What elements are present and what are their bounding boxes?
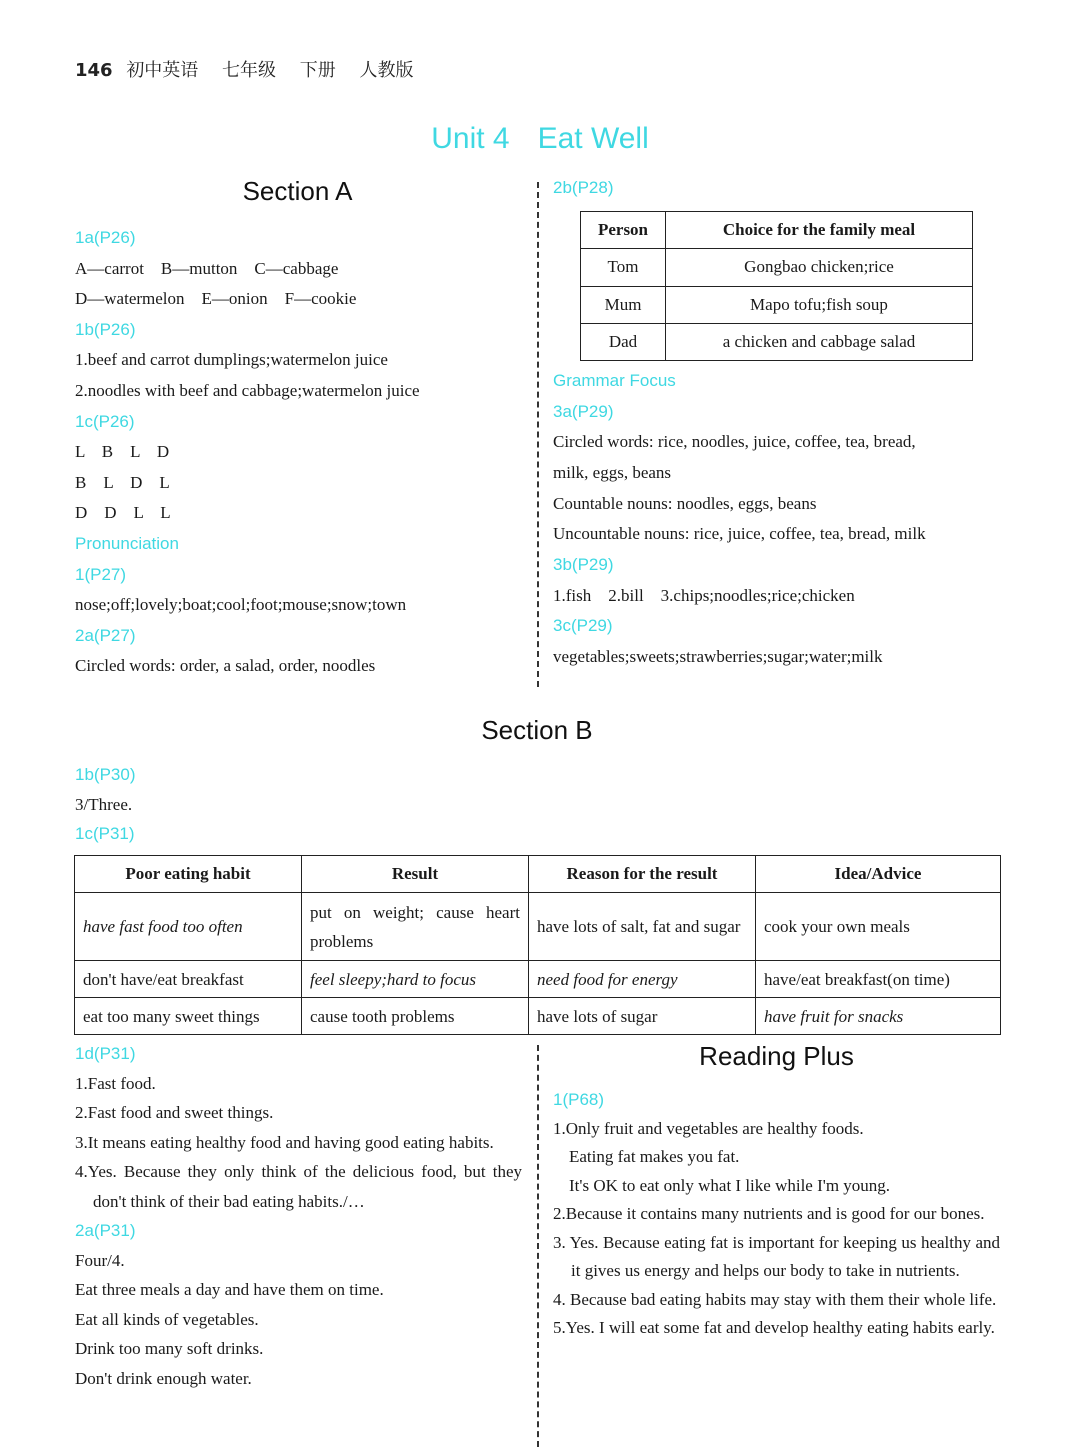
- answer-line: Uncountable nouns: rice, juice, coffee, tea, bread, milk: [553, 524, 926, 544]
- answer-line: B L D L: [75, 472, 170, 492]
- table-cell: [75, 998, 302, 1035]
- answer-label: 2a(P27): [75, 625, 136, 645]
- table-cell-text: eat too many sweet things: [83, 1006, 260, 1026]
- answer-line: Circled words: rice, noodles, juice, coffee, tea, bread,: [553, 432, 916, 452]
- answer-label: 2a(P31): [75, 1221, 136, 1240]
- answer-line: milk, eggs, beans: [553, 462, 672, 482]
- answer-label: 1a(P26): [75, 228, 136, 247]
- answer-paragraph: 4.Yes. Because they only think of the delicious food, but they don't think of their bad eating habits./…: [75, 1162, 522, 1211]
- table-cell: [756, 961, 1001, 998]
- answer-label: 1(P27): [75, 564, 127, 584]
- answer-label: Grammar Focus: [553, 371, 676, 390]
- answer-line: 2.noodles with beef and cabbage;watermelon juice: [75, 380, 420, 400]
- table-cell-text: have fast food too often: [83, 917, 243, 936]
- table-cell: [75, 961, 302, 998]
- table-cell: [529, 893, 756, 961]
- answer-line: A—carrot B—mutton C—cabbage: [75, 258, 339, 278]
- answer-label: 3a(P29): [553, 401, 614, 421]
- answer-paragraph: 4. Because bad eating habits may stay with them their whole life.: [553, 1289, 997, 1309]
- table-header: Poor eating habit: [75, 856, 302, 893]
- answer-line: 1.fish 2.bill 3.chips;noodles;rice;chicken: [553, 585, 855, 605]
- column-divider: [537, 182, 539, 687]
- table-cell-text: feel sleepy;hard to focus: [310, 969, 477, 989]
- answer-line: L B L D: [75, 442, 170, 462]
- table-cell: [302, 893, 529, 961]
- answer-label: 1d(P31): [75, 1044, 136, 1063]
- answer-line: 3/Three.: [75, 794, 133, 814]
- answer-label: Pronunciation: [75, 533, 179, 553]
- page-number: 146: [75, 60, 113, 81]
- table-cell-text: have lots of salt, fat and sugar: [537, 917, 741, 936]
- table-cell: [529, 998, 756, 1035]
- volume: 下册: [299, 60, 336, 81]
- section-a-left-column: [75, 223, 525, 682]
- answer-line: D—watermelon E—onion F—cookie: [75, 289, 357, 309]
- answer-line: Four/4.: [75, 1250, 125, 1270]
- table-row: [75, 893, 1001, 961]
- answer-label: 3b(P29): [553, 554, 614, 574]
- table-cell: [529, 961, 756, 998]
- answer-paragraph: 3. Yes. Because eating fat is important for keeping us healthy and it gives us energy and helps our body to take in nutrients.: [553, 1232, 1000, 1280]
- table-cell-text: don't have/eat breakfast: [83, 969, 244, 989]
- answer-label: 1c(P26): [75, 411, 135, 431]
- answer-line: Don't drink enough water.: [75, 1368, 252, 1388]
- answer-label: 1c(P31): [75, 824, 135, 844]
- table-cell-text: have/eat breakfast(on time): [764, 969, 950, 989]
- answer-line: Countable nouns: noodles, eggs, beans: [553, 493, 817, 513]
- table-cell: Gongbao chicken;rice: [666, 249, 973, 286]
- table-row: [75, 998, 1001, 1035]
- table-cell-text: cause tooth problems: [310, 1006, 455, 1026]
- answer-label: 1b(P30): [75, 765, 136, 784]
- answer-line: D D L L: [75, 503, 171, 523]
- table-cell-text: need food for energy: [537, 969, 678, 989]
- grade: 七年级: [222, 60, 277, 81]
- answer-paragraph: 5.Yes. I will eat some fat and develop healthy eating habits early.: [553, 1318, 995, 1337]
- table-row: [581, 323, 973, 360]
- table-cell-text: put on weight; cause heart problems: [310, 902, 520, 951]
- section-b-title: Section B: [481, 715, 593, 745]
- answer-paragraph: 2.Because it contains many nutrients and is good for our bones.: [553, 1204, 985, 1223]
- answer-label: 2b(P28): [553, 178, 614, 197]
- table-cell: Tom: [581, 249, 666, 286]
- unit-name: Eat Well: [537, 122, 649, 155]
- answer-line: 1.Fast food.: [75, 1073, 156, 1093]
- answer-line: Drink too many soft drinks.: [75, 1339, 264, 1358]
- section-a-right-column: [553, 366, 1003, 673]
- family-meal-table: [580, 211, 973, 361]
- table-header: Result: [302, 856, 529, 893]
- table-cell: [756, 998, 1001, 1035]
- running-header: [75, 56, 432, 82]
- table-header: Person: [581, 212, 666, 249]
- answer-line: It's OK to eat only what I like while I'm young.: [569, 1175, 891, 1195]
- answer-line: Eating fat makes you fat.: [569, 1147, 740, 1166]
- unit-number: Unit 4: [431, 122, 510, 155]
- answer-line: Eat three meals a day and have them on time.: [75, 1280, 384, 1299]
- table-row: [581, 249, 973, 286]
- column-divider: [537, 1045, 539, 1447]
- table-row: [75, 961, 1001, 998]
- answer-line: 2.Fast food and sweet things.: [75, 1103, 274, 1122]
- answer-line: Circled words: order, a salad, order, noodles: [75, 656, 376, 676]
- answer-line: vegetables;sweets;strawberries;sugar;water;milk: [553, 646, 883, 666]
- table-cell: Mum: [581, 286, 666, 323]
- table-cell: Mapo tofu;fish soup: [666, 286, 973, 323]
- section-a-title: Section A: [242, 176, 353, 206]
- reading-plus-title: Reading Plus: [699, 1041, 854, 1071]
- answer-line: Eat all kinds of vegetables.: [75, 1309, 259, 1329]
- answer-label: 1b(P26): [75, 319, 136, 339]
- section-b-top: [75, 760, 525, 849]
- table-header: Idea/Advice: [756, 856, 1001, 893]
- unit-title: [0, 122, 1080, 156]
- table-cell: [75, 893, 302, 961]
- table-row: [581, 286, 973, 323]
- table-cell-text: have fruit for snacks: [764, 1006, 904, 1026]
- edition: 人教版: [359, 60, 414, 81]
- eating-habit-table: [74, 855, 1001, 1035]
- table-cell: [302, 998, 529, 1035]
- answer-line: nose;off;lovely;boat;cool;foot;mouse;snow;town: [75, 595, 407, 615]
- answer-line: 1.beef and carrot dumplings;watermelon juice: [75, 350, 388, 370]
- table-cell: a chicken and cabbage salad: [666, 323, 973, 360]
- table-cell: [302, 961, 529, 998]
- table-cell: Dad: [581, 323, 666, 360]
- table-cell-text: cook your own meals: [764, 917, 910, 936]
- section-b-left-column: [75, 1039, 522, 1393]
- answer-label: 1(P68): [553, 1090, 605, 1109]
- table-header: Reason for the result: [529, 856, 756, 893]
- answer-line: 1.Only fruit and vegetables are healthy foods.: [553, 1118, 864, 1138]
- table-cell: [756, 893, 1001, 961]
- answer-label: 3c(P29): [553, 616, 613, 636]
- book-name: 初中英语: [126, 60, 199, 81]
- answer-paragraph: 3.It means eating healthy food and having good eating habits.: [75, 1132, 494, 1152]
- table-cell-text: have lots of sugar: [537, 1006, 658, 1026]
- reading-plus-column: [553, 1086, 1000, 1343]
- table-header: Choice for the family meal: [666, 212, 973, 249]
